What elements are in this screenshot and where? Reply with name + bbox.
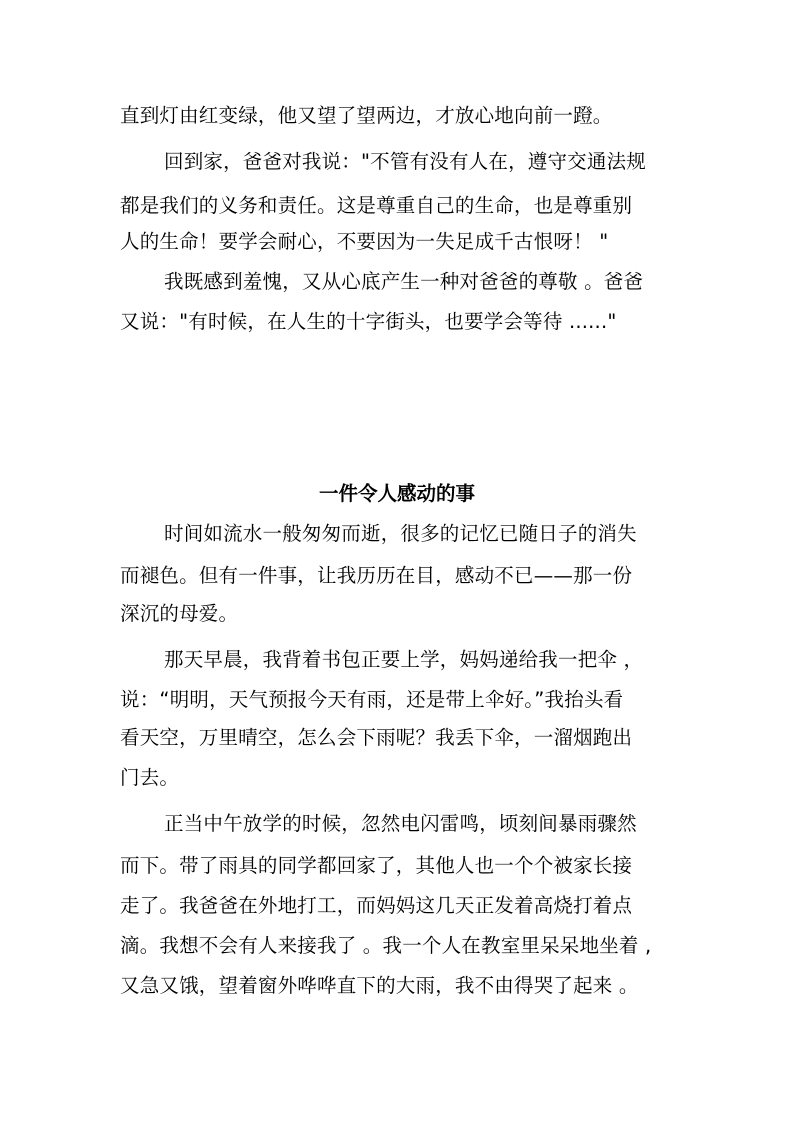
paragraph-line: 那天早晨，我背着书包正要上学，妈妈递给我一把伞 ， (164, 648, 644, 671)
paragraph-line: 又急又饿，望着窗外哗哗直下的大雨，我不由得哭了起来 。 (120, 974, 639, 997)
paragraph-line: 说：“明明，天气预报今天有雨，还是带上伞好。”我抬头看 (120, 688, 624, 711)
paragraph-line: 门去。 (120, 766, 180, 789)
paragraph-line: 而下。带了雨具的同学都回家了，其他人也一个个被家长接 (120, 854, 633, 877)
paragraph-line: 看天空，万里晴空，怎么会下雨呢？我丢下伞，一溜烟跑出 (120, 726, 633, 749)
paragraph-line: 都是我们的义务和责任。这是尊重自己的生命，也是尊重别 (120, 194, 633, 217)
essay-title: 一件令人感动的事 (318, 482, 475, 505)
paragraph-line: 直到灯由红变绿，他又望了望两边，才放心地向前一蹬。 (120, 104, 613, 127)
paragraph-line: 我既感到羞愧，又从心底产生一种对爸爸的尊敬 。爸爸 (164, 270, 644, 293)
paragraph-line: 正当中午放学的时候，忽然电闪雷鸣，顷刻间暴雨骤然 (164, 812, 637, 835)
paragraph-line: 又说："有时候，在人生的十字街头，也要学会等待 ......" (120, 310, 617, 333)
paragraph-line: 而褪色。但有一件事，让我历历在目，感动不已——那一份 (120, 564, 633, 587)
paragraph-line: 深沉的母爱。 (120, 602, 239, 625)
paragraph-line: 人的生命！要学会耐心，不要因为一失足成千古恨呀！ " (120, 230, 609, 253)
paragraph-line: 走了。我爸爸在外地打工，而妈妈这几天正发着高烧打着点 (120, 894, 633, 917)
paragraph-line: 回到家，爸爸对我说："不管有没有人在，遵守交通法规 (164, 150, 646, 173)
paragraph-line: 时间如流水一般匆匆而逝，很多的记忆已随日子的消失 (164, 522, 637, 545)
paragraph-line: 滴。我想不会有人来接我了 。我一个人在教室里呆呆地坐着 , (120, 934, 652, 957)
